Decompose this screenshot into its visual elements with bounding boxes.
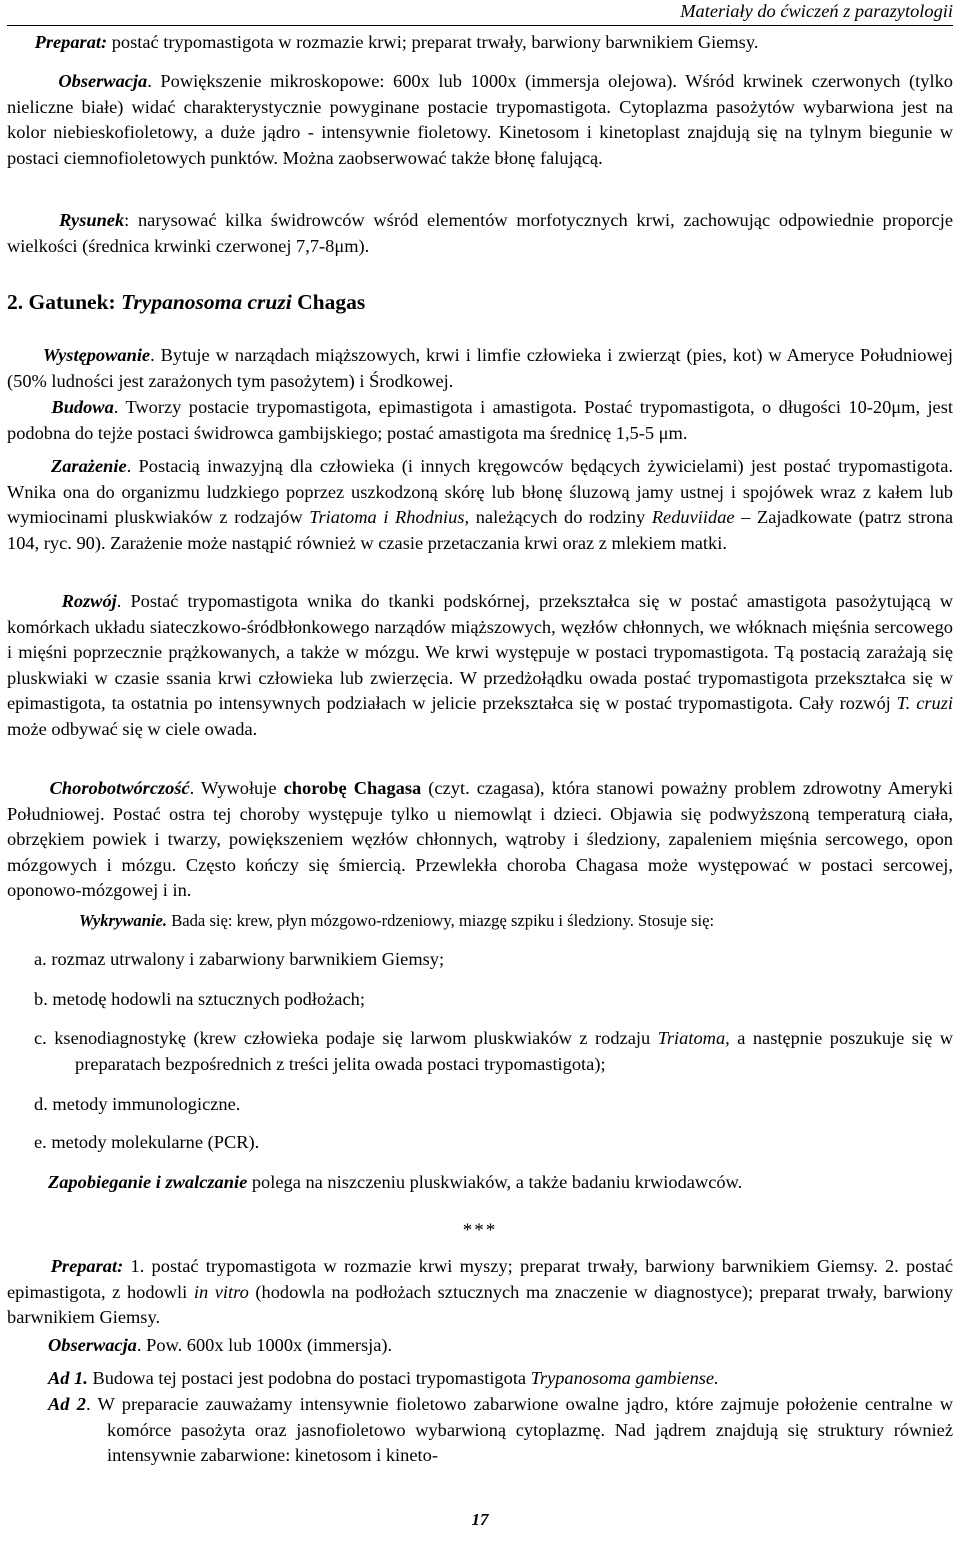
obserwacja-text: . Powiększenie mikroskopowe: 600x lub 1000x (immersja olejowa). Wśród krwinek czerwonych (tylko nieliczne białe) widać charakterystycznie powyginane postacie trypomastigota. Cytoplazma pasożytów wybarwiona jest na kolor niebieskofioletowy, a duże jądro - intensywnie fioletowy. Kinetosom i kinetoplast znajdują się na tylnym biegunie w postaci ciemnofioletowych punktów. Można zaobserwować także błonę falującą. bbox=[7, 71, 953, 168]
practical-preparat-text-1: 1. postać trypomastigota w rozmazie krwi myszy; preparat trwały, barwiony barwnikiem Giemsy. 2. postać epimastigota, z hodowli bbox=[7, 1256, 953, 1302]
ad1-species: Trypanosoma gambiense. bbox=[530, 1368, 719, 1388]
choro-disease-name: chorobę Chagasa bbox=[283, 778, 422, 798]
wykrywanie-label: Wykrywanie. bbox=[79, 911, 168, 930]
rozwoj-text-2: może odbywać się w ciele owada. bbox=[7, 718, 258, 739]
practical-obserwacja-paragraph bbox=[48, 1333, 953, 1359]
wystepowanie-label: Występowanie bbox=[42, 345, 151, 365]
ad1-label: Ad 1. bbox=[48, 1368, 88, 1388]
wykrywanie-text: Bada się: krew, płyn mózgowo-rdzeniowy, miazgę szpiku i śledziony. Stosuje się: bbox=[167, 911, 715, 930]
zarazenie-text-3: – Zajadkowate (patrz strona 104, ryc. 90). Zarażenie może nastąpić również w czasie przetaczania krwi oraz z mlekiem matki. bbox=[7, 507, 953, 553]
rozwoj-label: Rozwój bbox=[61, 591, 117, 611]
rozwoj-text-1: . Postać trypomastigota wnika do tkanki podskórnej, przekształca się w postać amastigota pasożytującą w komórkach układu siateczkowo-śródbłonkowego narządów miąższowych, węzłów chłonnych, we włóknach mięśnia sercowego i mięśni poprzecznie prążkowanych, a także w mózgu. We krwi występuje w postaci trypomastigota. Tą postacią zarażają się pluskwiaki w czasie ssania krwi człowieka lub zwierzęcia. W przedżołądku owada postać trypomastigota przekształca się w epimastigota, ta ostatnia po intensywnych podziałach w jelicie przekształca się w postać trypomastigota. Cały rozwój bbox=[7, 591, 954, 714]
practical-obserwacja-label: Obserwacja bbox=[48, 1335, 137, 1355]
preparat-label: Preparat: bbox=[34, 32, 108, 52]
rozwoj-paragraph bbox=[7, 589, 953, 743]
obserwacja-paragraph bbox=[7, 69, 953, 171]
zapobieganie-label: Zapobieganie i zwalczanie bbox=[48, 1172, 248, 1192]
rozwoj-species: T. cruzi bbox=[896, 693, 953, 714]
list-c-genus: Triatoma, bbox=[657, 1028, 730, 1048]
preparat-paragraph bbox=[7, 30, 953, 56]
zarazenie-genus: Triatoma i Rhodnius, bbox=[309, 507, 470, 528]
budowa-label: Budowa bbox=[51, 397, 114, 417]
zarazenie-text-2: należących do rodziny bbox=[469, 507, 652, 528]
list-c-text-1: c. ksenodiagnostykę (krew człowieka podaje się larwom pluskwiaków z rodzaju bbox=[34, 1028, 658, 1048]
section-heading bbox=[7, 288, 953, 316]
zapobieganie-text: polega na niszczeniu pluskwiaków, a także badaniu krwiodawców. bbox=[247, 1172, 743, 1192]
list-c-text-2: a następnie poszukuje się w preparatach bezpośrednich z treści jelita owada postaci trypomastigota); bbox=[75, 1028, 953, 1074]
zarazenie-paragraph bbox=[7, 454, 953, 556]
list-item: b. metodę hodowli na sztucznych podłożach; bbox=[34, 989, 365, 1009]
zarazenie-label: Zarażenie bbox=[51, 456, 127, 476]
preparat-text: postać trypomastigota w rozmazie krwi; preparat trwały, barwiony barwnikiem Giemsy. bbox=[107, 32, 759, 52]
heading-species: Trypanosoma cruzi bbox=[121, 290, 292, 314]
heading-suffix: Chagas bbox=[291, 290, 366, 314]
document-page bbox=[7, 0, 953, 1545]
section-separator: *** bbox=[462, 1220, 498, 1241]
list-item: e. metody molekularne (PCR). bbox=[34, 1132, 260, 1152]
ad1-text: Budowa tej postaci jest podobna do postaci trypomastigota bbox=[87, 1368, 531, 1388]
choro-text-2: (czyt. czagasa), która stanowi poważny problem zdrowotny Ameryki Południowej. Postać ostra tej choroby występuje tylko u niemowląt i dzieci. Objawia się podwyższoną temperaturą ciała, obrzękiem powiek i twarzy, powiększeniem węzłów chłonnych, wątroby i śledziony, zapaleniem mięśnia sercowego, opon mózgowych i mózgu. Często kończy się śmiercią. Przewlekła choroba Chagasa może występować w postaci sercowej, oponowo-mózgowej i in. bbox=[7, 778, 953, 901]
wystepowanie-text: . Bytuje w narządach miąższowych, krwi i limfie człowieka i zwierząt (pies, kot) w Ameryce Południowej (50% ludności jest zarażonych tym pasożytem) i Środkowej. bbox=[7, 345, 953, 391]
ad2-paragraph bbox=[48, 1392, 953, 1469]
list-item bbox=[34, 1026, 953, 1077]
ad1-paragraph bbox=[48, 1366, 953, 1392]
obserwacja-label: Obserwacja bbox=[58, 71, 148, 91]
zarazenie-family: Reduviidae bbox=[651, 507, 735, 528]
rysunek-label: Rysunek bbox=[59, 210, 125, 230]
zarazenie-text-1: . Postacią inwazyjną dla człowieka (i innych kręgowców będących żywicielami) jest postać trypomastigota. Wnika ona do organizmu ludzkiego poprzez uszkodzoną skórę lub błonę śluzową jamy ustnej i spojówek wraz z kałem lub wymiocinami pluskwiaków z rodzajów bbox=[7, 456, 954, 528]
practical-in-vitro: in vitro bbox=[193, 1281, 249, 1302]
ad2-label: Ad 2 bbox=[48, 1394, 86, 1414]
page-number: 17 bbox=[471, 1510, 489, 1529]
budowa-text: . Tworzy postacie trypomastigota, epimastigota i amastigota. Postać trypomastigota, o długości 10-20μm, jest podobna do tejże postaci świdrowca gambijskiego; postać amastigota ma średnicę 1,5-5 μm. bbox=[7, 397, 953, 443]
budowa-paragraph bbox=[7, 395, 953, 446]
choro-text-1: . Wywołuje bbox=[189, 778, 284, 798]
practical-preparat-text-2: (hodowla na podłożach sztucznych ma znaczenie w diagnostyce); preparat trwały, barwiony barwnikiem Giemsy. bbox=[7, 1281, 953, 1328]
list-item: a. rozmaz utrwalony i zabarwiony barwnikiem Giemsy; bbox=[34, 949, 445, 969]
wykrywanie-paragraph bbox=[79, 908, 953, 934]
practical-preparat-paragraph bbox=[7, 1254, 953, 1331]
ad2-text: . W preparacie zauważamy intensywnie fioletowo zabarwione owalne jądro, które zajmuje położenie centralne w komórce pasożyta oraz jasnofioletowo wybarwioną cytoplazmę. Nad jądrem znajdują się struktury również intensywnie zabarwione: kinetosom i kineto- bbox=[85, 1394, 953, 1466]
rysunek-paragraph bbox=[7, 208, 953, 259]
running-header: Materiały do ćwiczeń z parazytologii bbox=[680, 1, 953, 21]
header-rule bbox=[7, 25, 953, 26]
wystepowanie-paragraph bbox=[7, 343, 953, 394]
heading-prefix: 2. Gatunek: bbox=[7, 290, 122, 314]
rysunek-text: : narysować kilka świdrowców wśród elementów morfotycznych krwi, zachowując odpowiednie proporcje wielkości (średnica krwinki czerwonej 7,7-8μm). bbox=[7, 210, 953, 256]
practical-preparat-label: Preparat: bbox=[50, 1256, 124, 1276]
list-item: d. metody immunologiczne. bbox=[34, 1094, 241, 1114]
chorobotworczosc-label: Chorobotwórczość bbox=[49, 778, 190, 798]
zapobieganie-paragraph bbox=[48, 1170, 953, 1196]
chorobotworczosc-paragraph bbox=[7, 776, 953, 904]
practical-obserwacja-text: . Pow. 600x lub 1000x (immersja). bbox=[136, 1335, 393, 1355]
